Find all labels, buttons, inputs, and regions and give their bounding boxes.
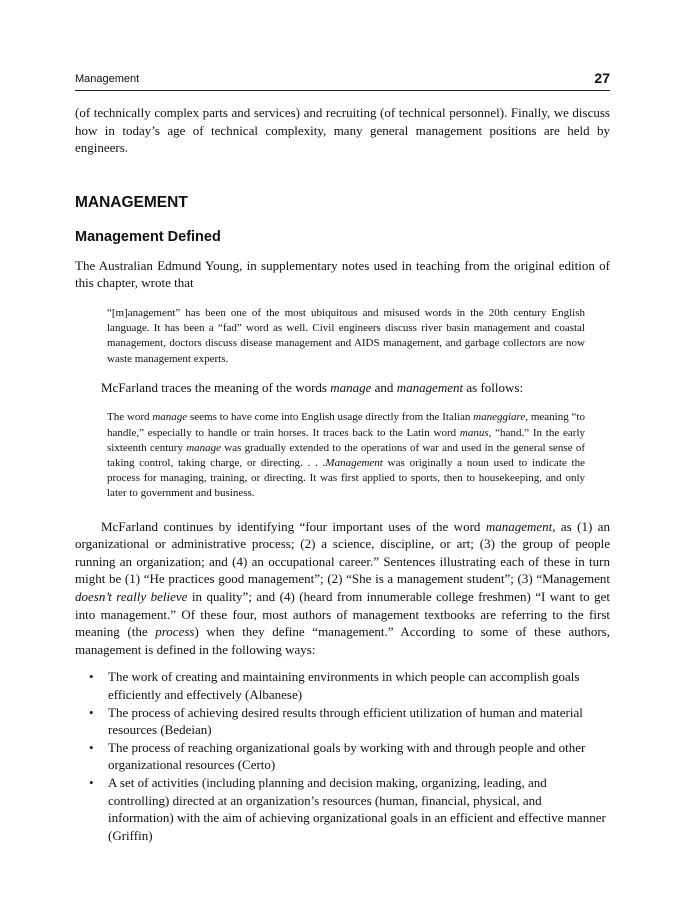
subsection-heading: Management Defined xyxy=(75,228,221,245)
list-item: • The process of achieving desired results through efficient utilization of human and material resources (Bedeian) xyxy=(89,704,583,738)
running-head: Management xyxy=(75,73,140,85)
young-quote: “[m]anagement” has been one of the most ubiquitous and misused words in the 20th century English language. It has been a “fad” word as well. Civil engineers discuss river basin management and coastal management, doctors discuss disease management and AIDS management, and garbage collectors are now waste management experts. xyxy=(107,306,585,365)
mcfarland-continues-paragraph: McFarland continues by identifying “four important uses of the word management, as (1) an organizational or administrative process; (2) a science, discipline, or art; (3) the group of people running an organization; and (4) an occupational career.” Sentences illustrating each of these in turn might be (1) “He practices good management”; (2) “She is a management student”; (3) “Management doesn’t really believe in quality”; and (4) (heard from innumerable college freshmen) “I want to get into management.” Of these four, most authors of management textbooks are referring to the first meaning (the process) when they define “management.” According to some of these authors, management is defined in the following ways: xyxy=(75,518,610,657)
list-item: • A set of activities (including planning and decision making, organizing, leading, and controlling) directed at an organization’s resources (human, financial, physical, and information) with the aim of achieving organizational goals in an efficient and effective manner (Griffin) xyxy=(89,774,606,843)
page-number: 27 xyxy=(594,70,610,86)
young-paragraph: The Australian Edmund Young, in supplementary notes used in teaching from the original edition of this chapter, wrote that xyxy=(75,257,610,291)
list-item: • The work of creating and maintaining environments in which people can accomplish goals efficiently and effectively (Albanese) xyxy=(89,669,580,702)
mcfarland-traces-paragraph: McFarland traces the meaning of the words manage and management as follows: xyxy=(101,379,524,395)
bullet-icon: • xyxy=(89,669,94,685)
page-header xyxy=(75,70,610,91)
bullet-icon: • xyxy=(89,774,94,790)
intro-paragraph: (of technically complex parts and services) and recruiting (of technical personnel). Finally, we discuss how in today’s age of technical complexity, many general management positions are held by engineers. xyxy=(75,105,610,156)
page-body xyxy=(75,104,610,844)
section-heading: MANAGEMENT xyxy=(75,193,188,211)
list-item: • The process of reaching organizational goals by working with and through people and other organizational resources (Certo) xyxy=(89,739,586,773)
bullet-icon: • xyxy=(89,704,94,720)
definitions-list xyxy=(75,668,610,844)
mcfarland-quote: The word manage seems to have come into English usage directly from the Italian maneggiare, meaning “to handle,” especially to handle or train horses. It traces back to the Latin word manus, “hand.” In the early sixteenth century manage was gradually extended to the operations of war and used in the general sense of taking control, taking charge, or directing. . . .Management was originally a noun used to indicate the process for managing, training, or directing. It was first applied to sports, then to housekeeping, and only later to government and business. xyxy=(107,411,586,500)
bullet-icon: • xyxy=(89,739,94,755)
